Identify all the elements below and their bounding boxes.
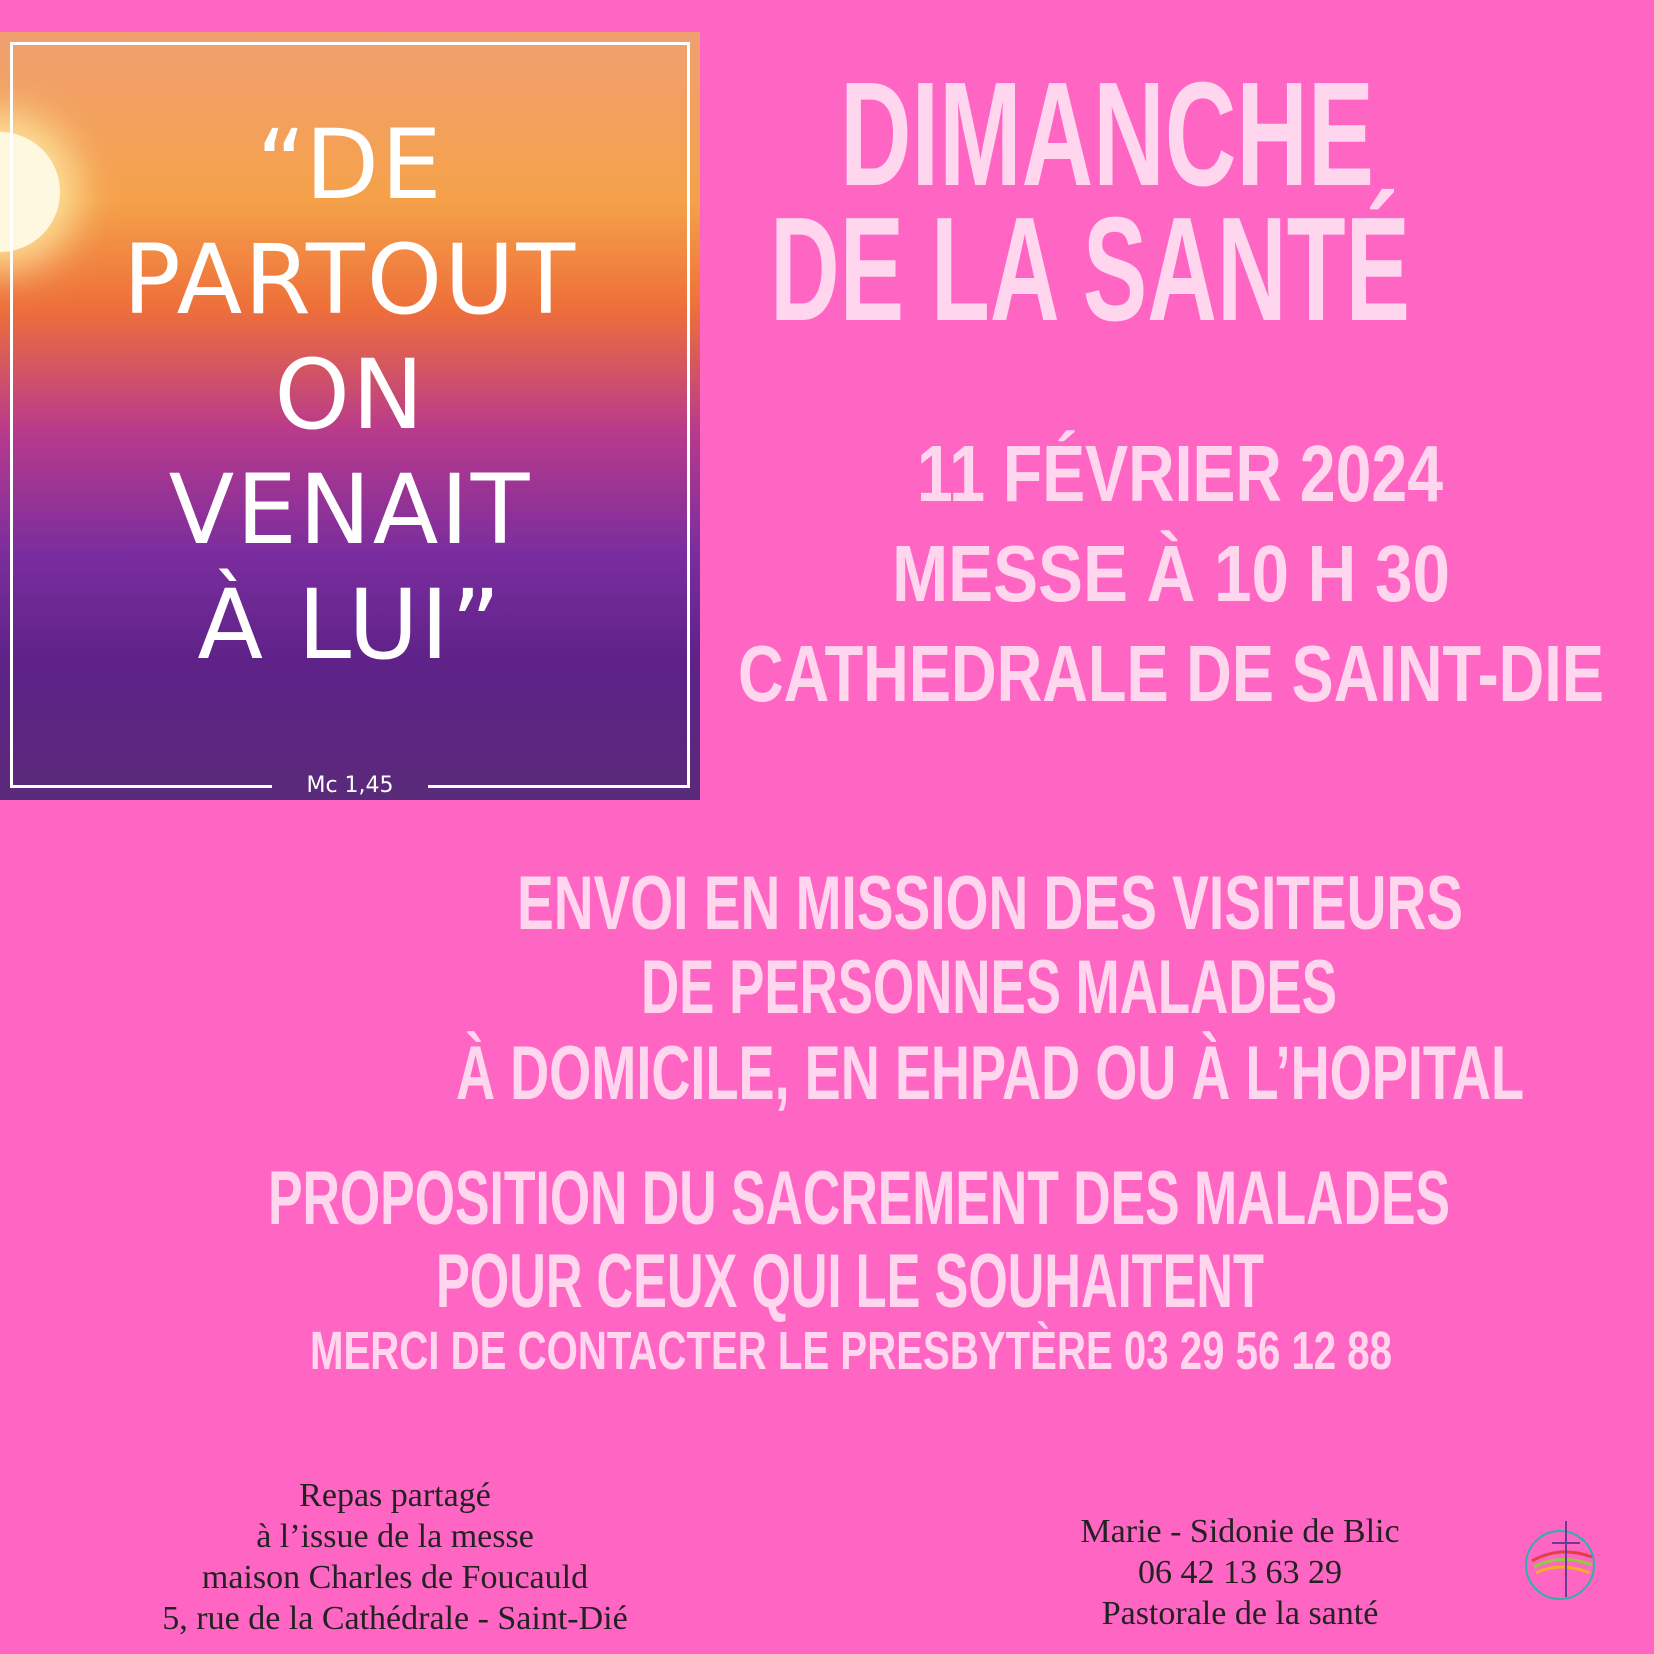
poster-quote-line: “DE <box>256 109 444 221</box>
sacrament-line: PROPOSITION DU SACREMENT DES MALADES <box>268 1156 1450 1241</box>
event-location: CATHEDRALE DE SAINT-DIE <box>738 629 1604 718</box>
diocese-logo-icon <box>1522 1515 1602 1605</box>
poster-image <box>0 32 700 800</box>
poster-quote-line: VENAIT <box>168 454 532 566</box>
organizer-info <box>1000 1511 1480 1634</box>
contact-line: MERCI DE CONTACTER LE PRESBYTÈRE 03 29 56 12 88 <box>310 1321 1392 1381</box>
event-date: 11 FÉVRIER 2024 <box>917 429 1443 518</box>
poster-quote-line: ON <box>274 339 426 451</box>
organizer-service: Pastorale de la santé <box>1101 1595 1379 1632</box>
meal-info <box>40 1475 750 1639</box>
title-line: DE LA SANTÉ <box>770 187 1410 352</box>
bible-reference: Mc 1,45 <box>306 773 394 798</box>
meal-address: 5, rue de la Cathédrale - Saint-Dié <box>162 1600 628 1637</box>
poster-quote-line: À LUI” <box>197 569 503 681</box>
event-time: MESSE À 10 H 30 <box>892 529 1450 618</box>
meal-line: Repas partagé <box>299 1477 491 1514</box>
mission-line: ENVOI EN MISSION DES VISITEURS <box>517 861 1463 946</box>
organizer-phone: 06 42 13 63 29 <box>1138 1554 1342 1591</box>
meal-line: maison Charles de Foucauld <box>201 1559 589 1596</box>
title-line: DIMANCHE <box>840 52 1374 217</box>
mission-line: DE PERSONNES MALADES <box>641 945 1337 1030</box>
sacrament-line: POUR CEUX QUI LE SOUHAITENT <box>436 1239 1264 1324</box>
mission-line: À DOMICILE, EN EHPAD OU À L’HOPITAL <box>456 1031 1524 1116</box>
poster-quote-line: PARTOUT <box>122 224 578 336</box>
organizer-name: Marie - Sidonie de Blic <box>1080 1513 1400 1550</box>
meal-line: à l’issue de la messe <box>256 1518 534 1555</box>
